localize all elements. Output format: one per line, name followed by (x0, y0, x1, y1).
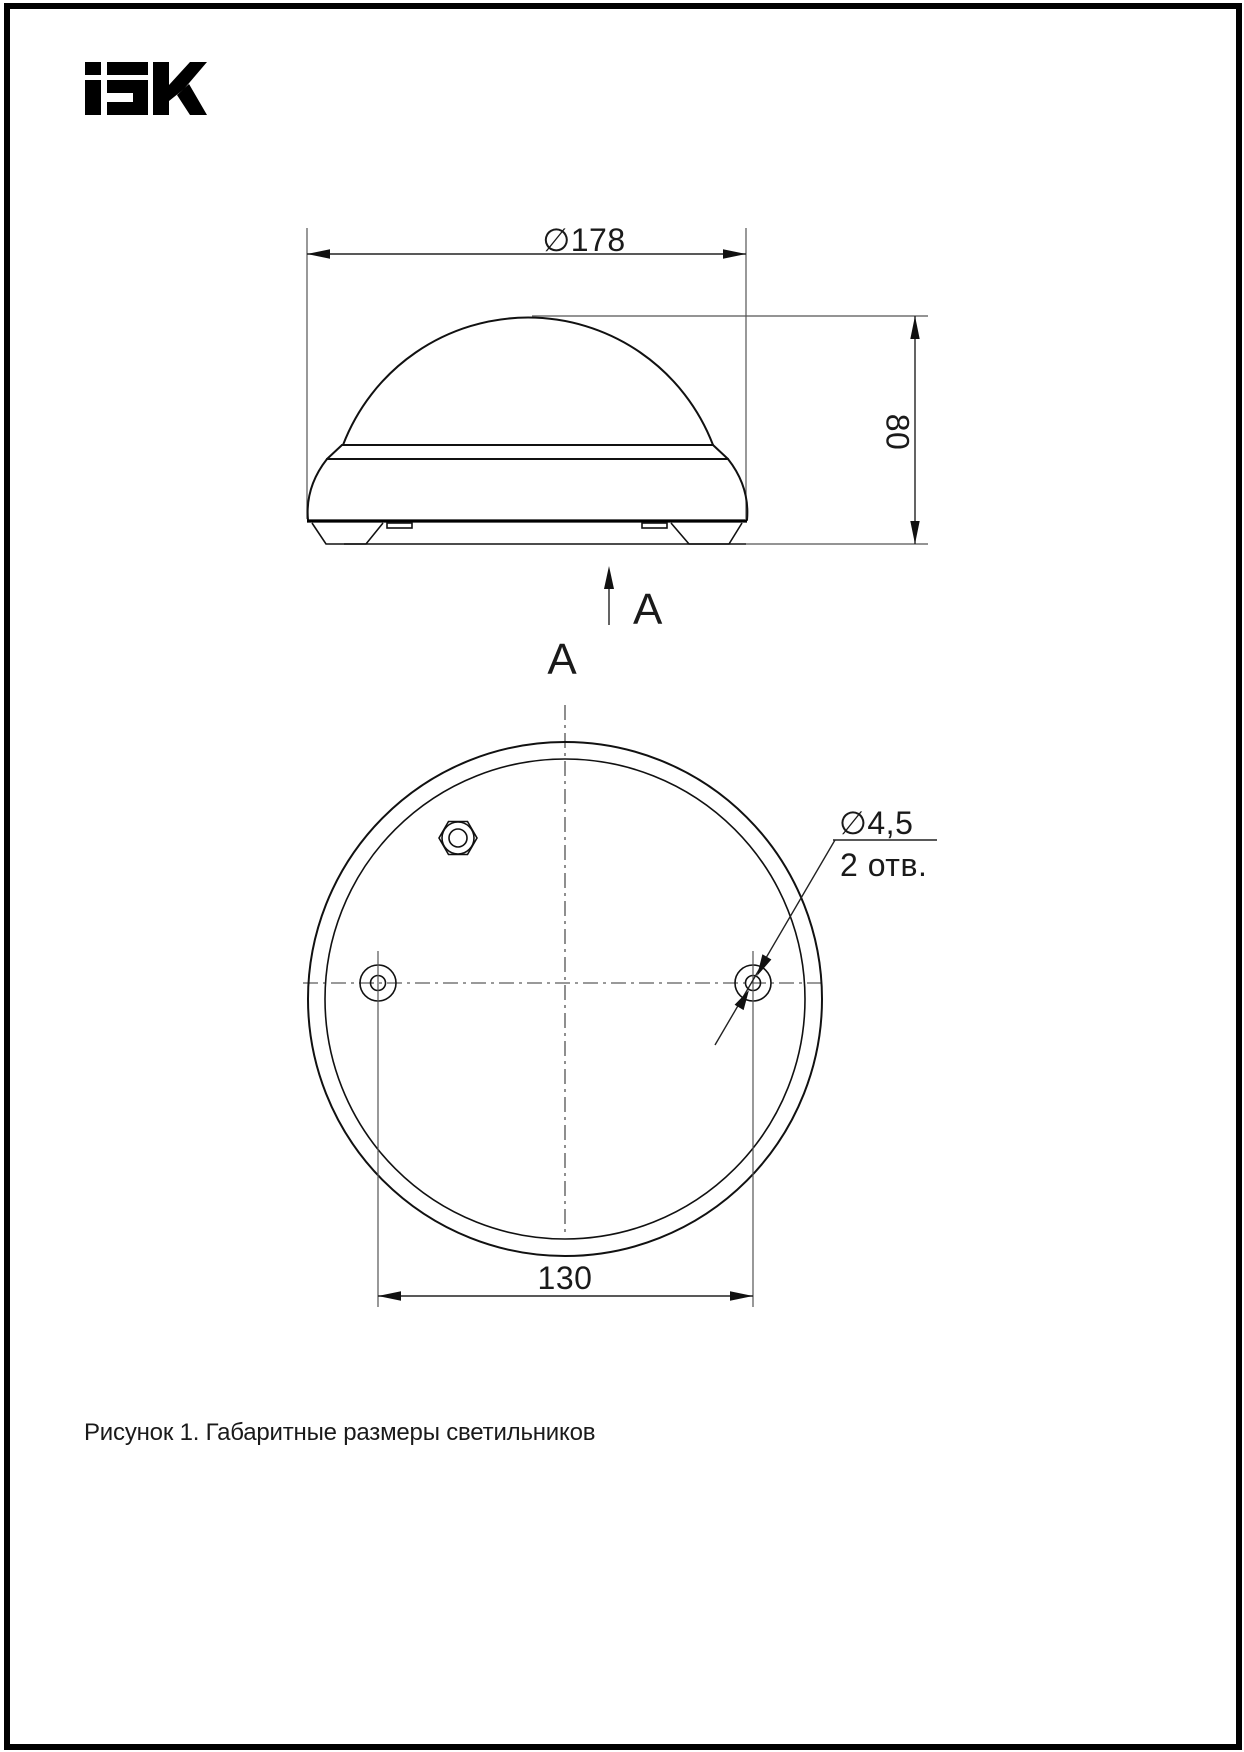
left-tab (387, 523, 412, 528)
arrowhead-130-left (378, 1291, 401, 1300)
band-right-chamfer (713, 445, 728, 459)
base-left-curve (308, 459, 327, 520)
base-right-curve (728, 459, 747, 520)
callout-hole-count: 2 отв. (840, 847, 928, 883)
hex-nut-hole (449, 829, 467, 847)
dim-text-height-80: 80 (879, 413, 916, 451)
view-title-letter: A (547, 635, 577, 684)
callout-hole-diameter: ∅4,5 (839, 805, 914, 841)
figure-caption: Рисунок 1. Габаритные размеры светильников (84, 1419, 596, 1446)
leader-arrow-upper (757, 954, 771, 976)
arrowhead-up (910, 316, 919, 339)
side-view-drawing (307, 228, 928, 625)
right-tab (642, 523, 667, 528)
dim-text-diameter-178: ∅178 (542, 222, 626, 258)
hex-nut-chamfer-circle (442, 822, 474, 854)
right-foot (671, 523, 742, 544)
leader-line (715, 840, 835, 1045)
arrowhead-down (910, 521, 919, 544)
arrowhead-left (307, 249, 330, 258)
view-arrow-letter: A (633, 585, 663, 634)
arrowhead-right (723, 249, 746, 258)
left-foot (312, 523, 383, 544)
view-arrow-head (604, 566, 614, 589)
band-left-chamfer (327, 445, 342, 459)
dim-text-spacing-130: 130 (537, 1260, 593, 1296)
bottom-view-drawing (303, 705, 937, 1307)
arrowhead-130-right (730, 1291, 753, 1300)
hex-nut (439, 822, 477, 855)
dome-outline (343, 318, 713, 445)
